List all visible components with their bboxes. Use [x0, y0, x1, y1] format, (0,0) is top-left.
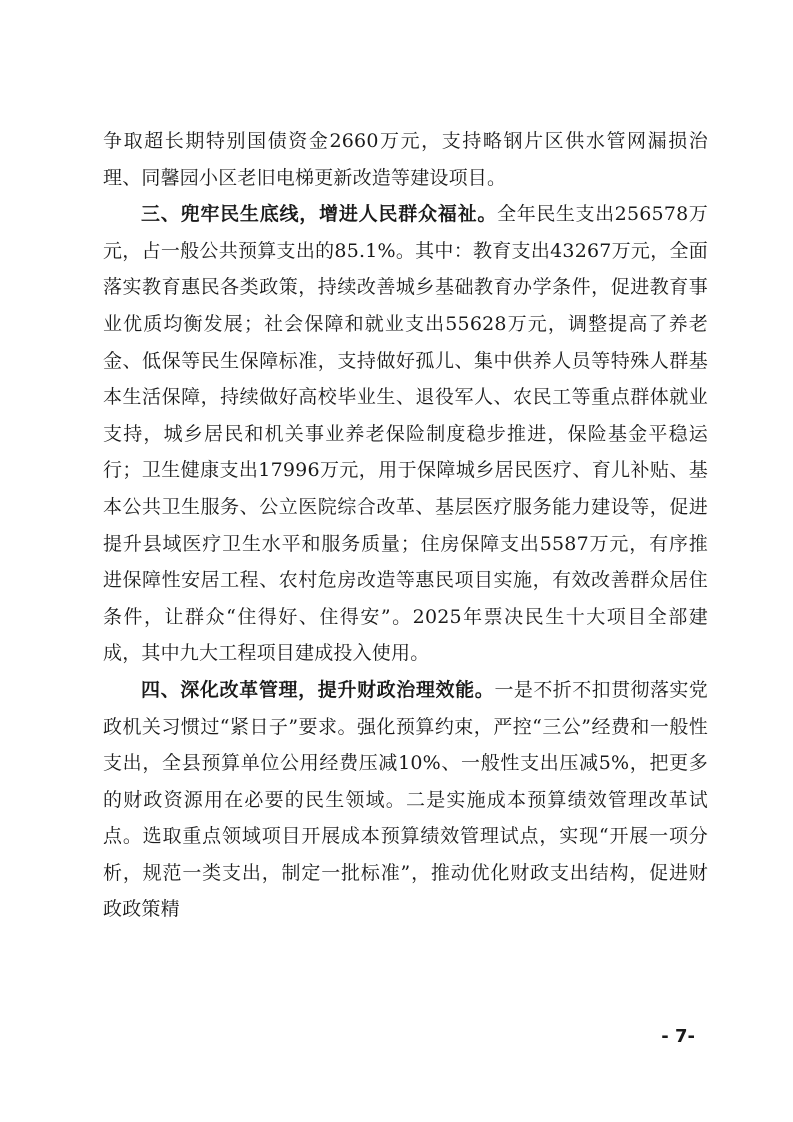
paragraph-text: 争取超长期特别国债资金2660万元，支持略钢片区供水管网漏损治理、同馨园小区老旧电梯更新改造等建设项目。 — [103, 130, 708, 189]
section-heading-three: 三、兜牢民生底线，增进人民群众福祉。 — [141, 203, 498, 226]
paragraph-text: 全年民生支出256578万元，占一般公共预算支出的85.1%。其中：教育支出43267万元，全面落实教育惠民各类政策，持续改善城乡基础教育办学条件，促进教育事业优质均衡发展；社会保障和就业支出55628万元，调整提高了养老金、低保等民生保障标准，支持做好孤儿、集中供养人员等特殊人群基本生活保障，持续做好高校毕业生、退役军人、农民工等重点群体就业支持，城乡居民和机关事业养老保险制度稳步推进，保险基金平稳运行；卫生健康支出17996万元，用于保障城乡居民医疗、育儿补贴、基本公共卫生服务、公立医院综合改革、基层医疗服务能力建设等，促进提升县域医疗卫生水平和服务质量；住房保障支出5587万元，有序推进保障性安居工程、农村危房改造等惠民项目实施，有效改善群众居住条件，让群众“住得好、住得安”。2025年票决民生十大项目全部建成，其中九大工程项目建成投入使用。 — [103, 203, 708, 665]
paragraph-livelihood — [103, 196, 708, 672]
page-number: - 7- — [661, 1026, 695, 1047]
paragraph-reform — [103, 672, 708, 928]
paragraph-text: 一是不折不扣贯彻落实党政机关习惯过“紧日子”要求。强化预算约束，严控“三公”经费和一般性支出，全县预算单位公用经费压减10%、一般性支出压减5%，把更多的财政资源用在必要的民生领域。二是实施成本预算绩效管理改革试点。选取重点领域项目开展成本预算绩效管理试点，实现“开展一项分析，规范一类支出，制定一批标准”，推动优化财政支出结构，促进财政政策精 — [103, 678, 709, 921]
section-heading-four: 四、深化改革管理，提升财政治理效能。 — [141, 678, 495, 701]
body-text — [103, 123, 708, 928]
paragraph-continuation — [103, 123, 708, 196]
